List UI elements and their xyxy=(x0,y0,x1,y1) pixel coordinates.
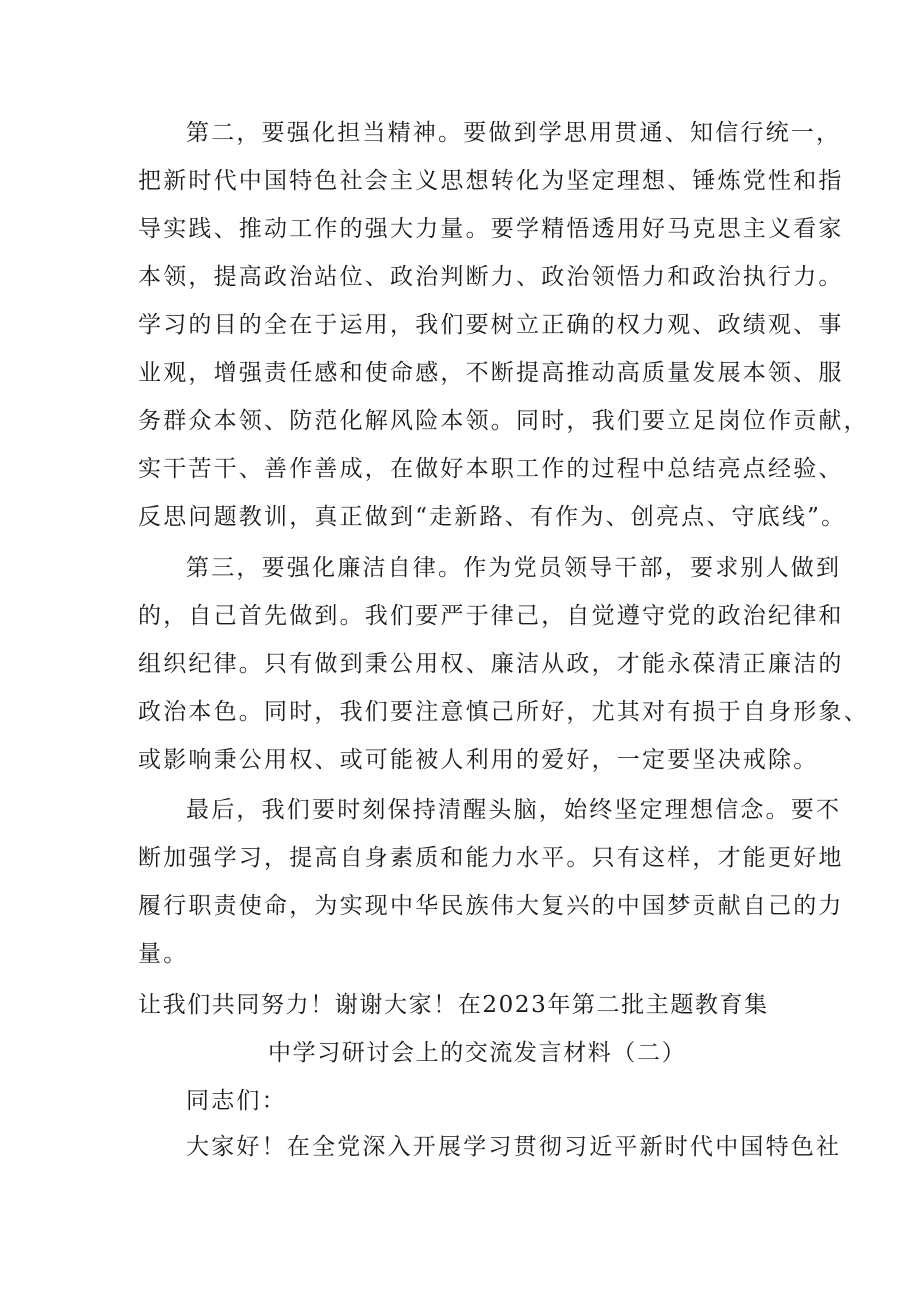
paragraph-2-line-8: 实干苦干、善作善成，在做好本职工作的过程中总结亮点经验、 xyxy=(138,456,844,482)
paragraph-2-line-5: 学习的目的全在于运用，我们要树立正确的权力观、政绩观、事 xyxy=(138,312,844,338)
paragraph-4-line-3: 履行职责使命，为实现中华民族伟大复兴的中国梦贡献自己的力 xyxy=(138,893,844,919)
paragraph-3-line-5: 或影响秉公用权、或可能被人利用的爱好，一定要坚决戒除。 xyxy=(138,747,819,773)
paragraph-4-line-2: 断加强学习，提高自身素质和能力水平。只有这样，才能更好地 xyxy=(138,845,844,871)
salutation: 同志们： xyxy=(186,1088,287,1114)
paragraph-2-line-4: 本领，提高政治站位、政治判断力、政治领悟力和政治执行力。 xyxy=(138,264,844,290)
title-line-1: 让我们共同努力！谢谢大家！在2023年第二批主题教育集 xyxy=(138,992,769,1018)
paragraph-2-line-7: 务群众本领、防范化解风险本领。同时，我们要立足岗位作贡献， xyxy=(138,408,869,434)
title-line-2: 中学习研讨会上的交流发言材料（二） xyxy=(268,1040,687,1066)
paragraph-2-line-6: 业观，增强责任感和使命感，不断提高推动高质量发展本领、服 xyxy=(138,360,844,386)
paragraph-2-line-3: 导实践、推动工作的强大力量。要学精悟透用好马克思主义看家 xyxy=(138,216,844,242)
paragraph-3-line-4: 政治本色。同时，我们要注意慎己所好，尤其对有损于自身形象、 xyxy=(138,699,869,725)
paragraph-4-line-1: 最后，我们要时刻保持清醒头脑，始终坚定理想信念。要不 xyxy=(186,797,842,823)
paragraph-2-line-2: 把新时代中国特色社会主义思想转化为坚定理想、锤炼党性和指 xyxy=(138,168,844,194)
paragraph-3-line-3: 组织纪律。只有做到秉公用权、廉洁从政，才能永葆清正廉洁的 xyxy=(138,651,844,677)
paragraph-4-line-4: 量。 xyxy=(138,941,189,967)
paragraph-3-line-1: 第三，要强化廉洁自律。作为党员领导干部，要求别人做到 xyxy=(186,555,842,581)
paragraph-3-line-2: 的，自己首先做到。我们要严于律己，自觉遵守党的政治纪律和 xyxy=(138,603,844,629)
paragraph-2-line-1: 第二，要强化担当精神。要做到学思用贯通、知信行统一， xyxy=(186,120,842,146)
opening-line: 大家好！在全党深入开展学习贯彻习近平新时代中国特色社 xyxy=(186,1134,842,1160)
paragraph-2-line-9: 反思问题教训，真正做到“走新路、有作为、创亮点、守底线”。 xyxy=(138,504,847,530)
